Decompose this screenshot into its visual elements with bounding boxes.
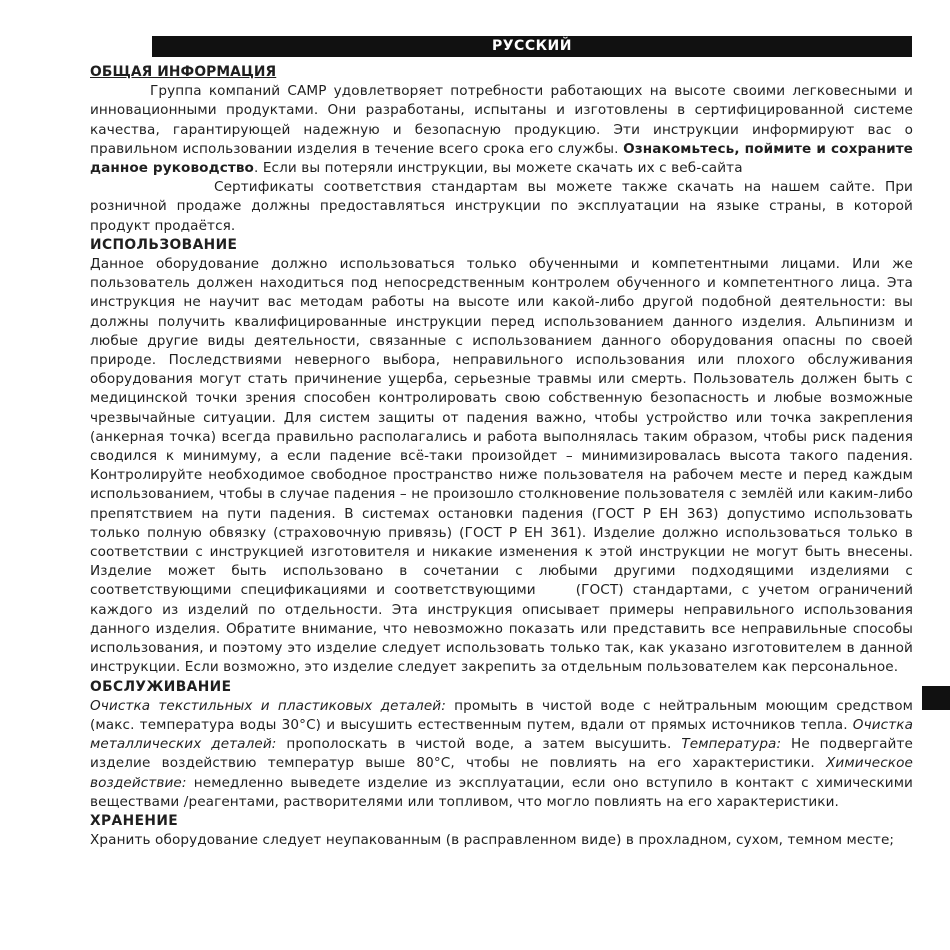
document-body bbox=[90, 63, 913, 850]
general-paragraph-1-bold: Ознакомьтесь, поймите и сохраните данное руководство bbox=[90, 140, 913, 177]
usage-text-b: (ГОСТ) стандартами, с учетом ограничений каждого из изделий по отдельности. Эта инструкция описывает примеры неправильного использования данного изделия. Обратите внимание, что невозможно показать или представить все неправильные способы использования, и поэтому это изделие следует использовать только так, как указано изготовителем в данной инструкции. Если возможно, это изделие следует закрепить за отдельным пользователем как персональное. bbox=[90, 582, 914, 676]
section-title-general: ОБЩАЯ ИНФОРМАЦИЯ bbox=[90, 64, 277, 80]
heading-usage: ИСПОЛЬЗОВАНИЕ bbox=[90, 236, 238, 253]
storage-paragraph: Хранить оборудование следует неупакованным (в расправленном виде) в прохладном, сухом, темном месте; bbox=[90, 832, 895, 849]
maintenance-text-textile: промыть в чистой воде с нейтральным моющим средством (макс. температура воды 30°C) и высушить естественным путем, вдали от прямых источников тепла. bbox=[90, 697, 913, 733]
language-header-bar bbox=[152, 36, 912, 57]
language-label: РУССКИЙ bbox=[492, 38, 572, 54]
maintenance-text-metal: прополоскать в чистой воде, а затем высушить. bbox=[276, 736, 682, 753]
heading-maintenance: ОБСЛУЖИВАНИЕ bbox=[90, 678, 232, 695]
usage-text-a: Данное оборудование должно использоваться только обученными и компетентными лицами. Или же пользователь должен находиться под непосредственным контролем обученного и компетентного лица. Эта инструкция не научит вас методам работы на высоте или какой-либо другой подобной деятельности: вы должны получить квалифицированные инструкции перед использованием данного изделия. Альпинизм и любые другие виды деятельности, связанные с использованием данного оборудования опасны по своей природе. Последствиями неверного выбора, неправильного использования или плохого обслуживания оборудования могут стать причинение ущерба, серьезные травмы или смерть. Пользователь должен быть с медицинской точки зрения способен контролировать свою собственную безопасность и любые возможные чрезвычайные ситуации. Для систем защиты от падения важно, чтобы устройство или точка закрепления (анкерная точка) всегда правильно располагались и работа выполнялась таким образом, чтобы риск падения сводился к минимуму, а если падение всё-таки произойдет – минимизировалась высота такого падения. Контролируйте необходимое свободное пространство ниже пользователя на рабочем месте и перед каждым использованием, чтобы в случае падения – не произошло столкновение пользователя с землёй или каким-либо препятствием на пути падения. В системах остановки падения (ГОСТ Р ЕН 363) допустимо использовать только полную обвязку (страховочную привязь) (ГОСТ Р ЕН 361). Изделие должно использоваться только в соответствии с инструкцией изготовителя и никакие изменения к этой инструкции не могут быть внесены. Изделие может быть использовано в сочетании с любыми другими подходящими изделиями с соответствующими спецификациями и соответствующими bbox=[90, 256, 913, 599]
maintenance-paragraph bbox=[90, 697, 913, 812]
maintenance-label-metal: Очистка металлических деталей: bbox=[90, 716, 913, 753]
maintenance-text-temperature: Не подвергайте изделие воздействию температур выше 80°C, чтобы не повлиять на его характеристики. bbox=[90, 736, 913, 772]
maintenance-label-temperature: Температура: bbox=[681, 736, 782, 753]
maintenance-label-chemical: Химическое воздействие: bbox=[90, 755, 913, 791]
side-thumb-tab bbox=[922, 686, 950, 710]
general-paragraph-2: Сертификаты соответствия стандартам вы можете также скачать на нашем сайте. При розничной продаже должны предоставляться инструкции по эксплуатации на языке страны, в которой продукт продаётся. bbox=[90, 179, 913, 234]
general-paragraph-1-tail: . Если вы потеряли инструкции, вы можете скачать их с веб-сайта bbox=[253, 160, 743, 177]
general-paragraph-1 bbox=[90, 82, 913, 178]
usage-paragraph bbox=[90, 255, 913, 677]
maintenance-label-textile: Очистка текстильных и пластиковых деталей: bbox=[90, 697, 446, 714]
maintenance-text-chemical: немедленно выведете изделие из эксплуатации, если оно вступило в контакт с химическими веществами /реагентами, растворителями или топливом, что могло повлиять на его характеристики. bbox=[90, 774, 913, 810]
general-paragraph-1-text: Группа компаний CAMP удовлетворяет потребности работающих на высоте своими легковесными и инновационными продуктами. Они разработаны, испытаны и изготовлены в сертифицированной системе качества, гарантирующей надежную и безопасную продукцию. Эти инструкции информируют вас о правильном использовании изделия в течение всего срока его службы. bbox=[90, 83, 913, 157]
heading-storage: ХРАНЕНИЕ bbox=[90, 812, 179, 829]
